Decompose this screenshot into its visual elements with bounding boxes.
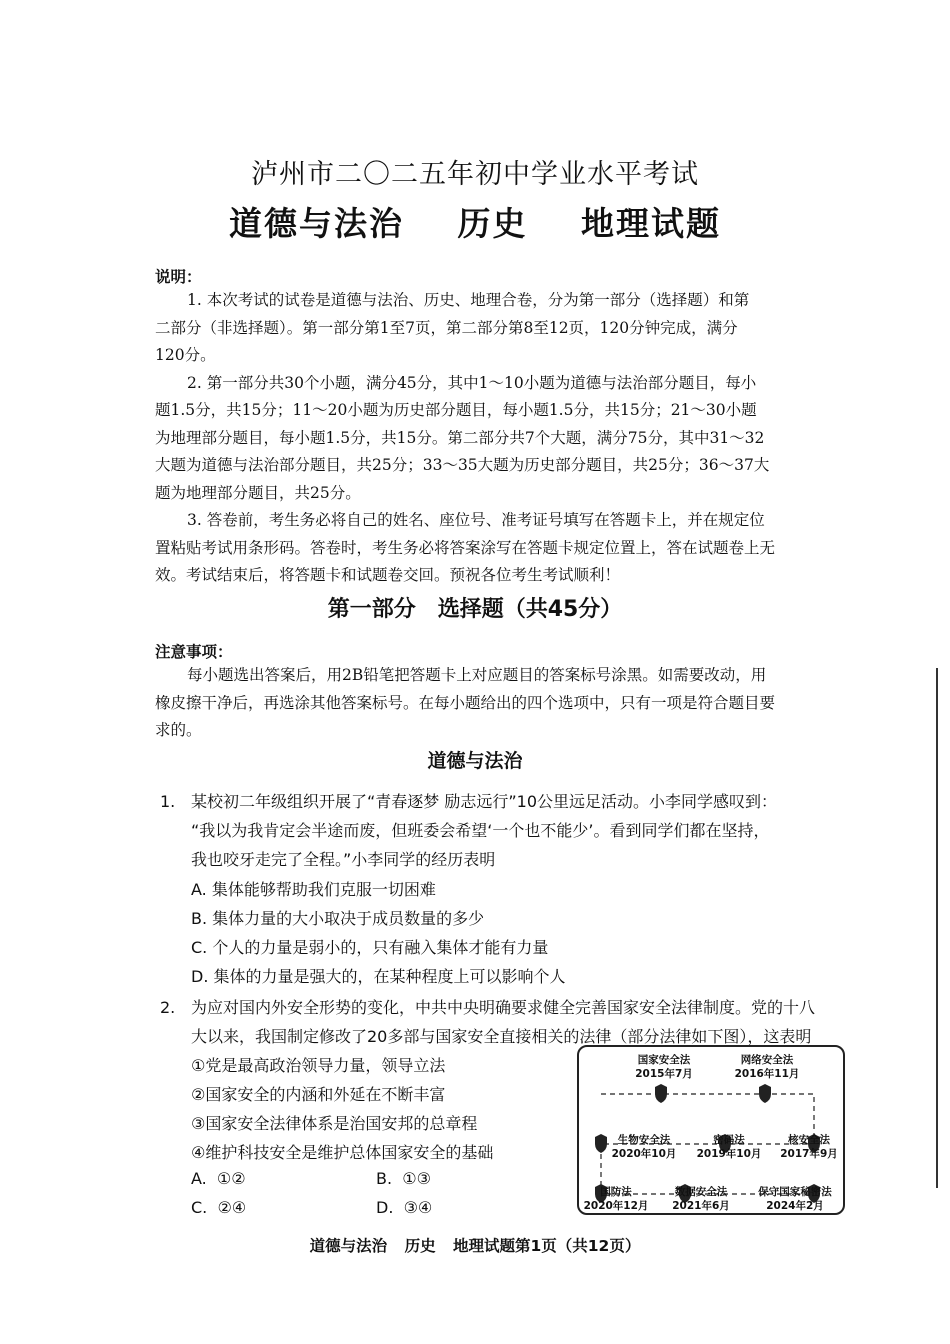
subject-label: 历史 (457, 204, 528, 243)
statement: ①党是最高政治领导力量，领导立法 (191, 1056, 446, 1075)
stem-line: 大以来，我国制定修改了20多部与国家安全直接相关的法律（部分法律如下图），这表明 (191, 1027, 812, 1046)
option-c: C. ②④ (191, 1198, 247, 1217)
footer-subject: 道德与法治 (309, 1237, 388, 1255)
option-d: D. ③④ (376, 1198, 433, 1217)
notice-line: 橡皮擦干净后，再选涂其他答案标号。在每小题给出的四个选项中，只有一项是符合题目要 (155, 693, 776, 712)
option-d: D. 集体的力量是强大的，在某种程度上可以影响个人 (191, 967, 566, 986)
instruction-line: 120分。 (155, 346, 216, 364)
scan-edge-line (936, 668, 938, 1188)
option-b: B. ①③ (376, 1169, 431, 1188)
law-label: 网络安全法 2016年11月 (734, 1054, 800, 1080)
law-label: 密码法 2019年10月 (696, 1134, 762, 1160)
part1-title: 第一部分 选择题（共45分） (327, 597, 623, 622)
law-label: 生物安全法 2020年10月 (611, 1134, 677, 1160)
exam-title: 泸州市二〇二五年初中学业水平考试 (251, 159, 699, 190)
footer-page: 地理试题第1页（共12页） (452, 1237, 641, 1255)
question-number: 2. (160, 998, 176, 1017)
instruction-line: 置粘贴考试用条形码。答卷时，考生务必将答案涂写在答题卡规定位置上，答在试题卷上无 (155, 538, 776, 557)
subject-label: 道德与法治 (229, 204, 404, 243)
question-number: 1. (160, 792, 176, 811)
notice-label: 注意事项： (155, 643, 233, 661)
instruction-line: 题为地理部分题目，共25分。 (155, 483, 361, 502)
option-b: B. 集体力量的大小取决于成员数量的多少 (191, 909, 485, 928)
statement: ③国家安全法律体系是治国安邦的总章程 (191, 1114, 478, 1133)
statement: ②国家安全的内涵和外延在不断丰富 (191, 1085, 446, 1104)
subject-label: 地理试题 (581, 204, 721, 243)
instruction-line: 1. 本次考试的试卷是道德与法治、历史、地理合卷，分为第一部分（选择题）和第 (187, 291, 750, 309)
option-c: C. 个人的力量是弱小的，只有融入集体才能有力量 (191, 938, 549, 957)
instruction-line: 二部分（非选择题）。第一部分第1至7页，第二部分第8至12页，120分钟完成，满分 (155, 318, 738, 337)
law-label: 保守国家秘密法 2024年2月 (758, 1186, 832, 1212)
subsection-title: 道德与法治 (427, 750, 523, 772)
instruction-line: 效。考试结束后，将答题卡和试题卷交回。预祝各位考生考试顺利！ (155, 566, 621, 584)
law-label: 国防法 2020年12月 (583, 1186, 649, 1212)
instruction-line: 2. 第一部分共30个小题，满分45分，其中1～10小题为道德与法治部分题目，每小 (187, 373, 757, 392)
instruction-line: 题1.5分，共15分；11～20小题为历史部分题目，每小题1.5分，共15分；21～30小题 (155, 401, 757, 419)
stem-line: 为应对国内外安全形势的变化，中共中央明确要求健全完善国家安全法律制度。党的十八 (191, 998, 816, 1017)
subjects-title (0, 198, 950, 245)
instructions-label: 说明： (155, 268, 202, 286)
stem-line: 某校初二年级组织开展了“青春逐梦 励志远行”10公里远足活动。小李同学感叹到： (191, 792, 778, 811)
statement: ④维护科技安全是维护总体国家安全的基础 (191, 1143, 494, 1162)
statement-list (191, 1051, 493, 1167)
stem-line: “我以为我肯定会半途而废，但班委会希望‘一个也不能少’。看到同学们都在坚持， (191, 821, 770, 840)
option-a: A. ①② (191, 1169, 246, 1188)
instruction-line: 为地理部分题目，每小题1.5分，共15分。第二部分共7个大题，满分75分，其中31～32 (155, 428, 765, 447)
instruction-line: 大题为道德与法治部分题目，共25分；33～35大题为历史部分题目，共25分；36～37大 (155, 456, 770, 474)
law-label: 核安全法 2017年9月 (780, 1134, 838, 1160)
law-timeline-diagram (577, 1045, 845, 1215)
instruction-line: 3. 答卷前，考生务必将自己的姓名、座位号、准考证号填写在答题卡上，并在规定位 (187, 511, 765, 529)
option-a: A. 集体能够帮助我们克服一切困难 (191, 880, 436, 899)
law-label: 国家安全法 2015年7月 (635, 1054, 693, 1080)
stem-line: 我也咬牙走完了全程。”小李同学的经历表明 (191, 850, 496, 869)
law-label: 数据安全法 2021年6月 (672, 1186, 730, 1212)
shield-icon (759, 1084, 771, 1103)
shield-icon (655, 1084, 667, 1103)
notice-body (155, 662, 895, 745)
footer-subject: 历史 (404, 1237, 436, 1255)
question-stem (191, 993, 891, 1051)
instructions-body (155, 287, 895, 590)
notice-line: 求的。 (155, 721, 202, 739)
page-footer (0, 1234, 950, 1256)
question-stem (191, 787, 891, 874)
notice-line: 每小题选出答案后，用2B铅笔把答题卡上对应题目的答案标号涂黑。如需要改动，用 (187, 666, 767, 684)
